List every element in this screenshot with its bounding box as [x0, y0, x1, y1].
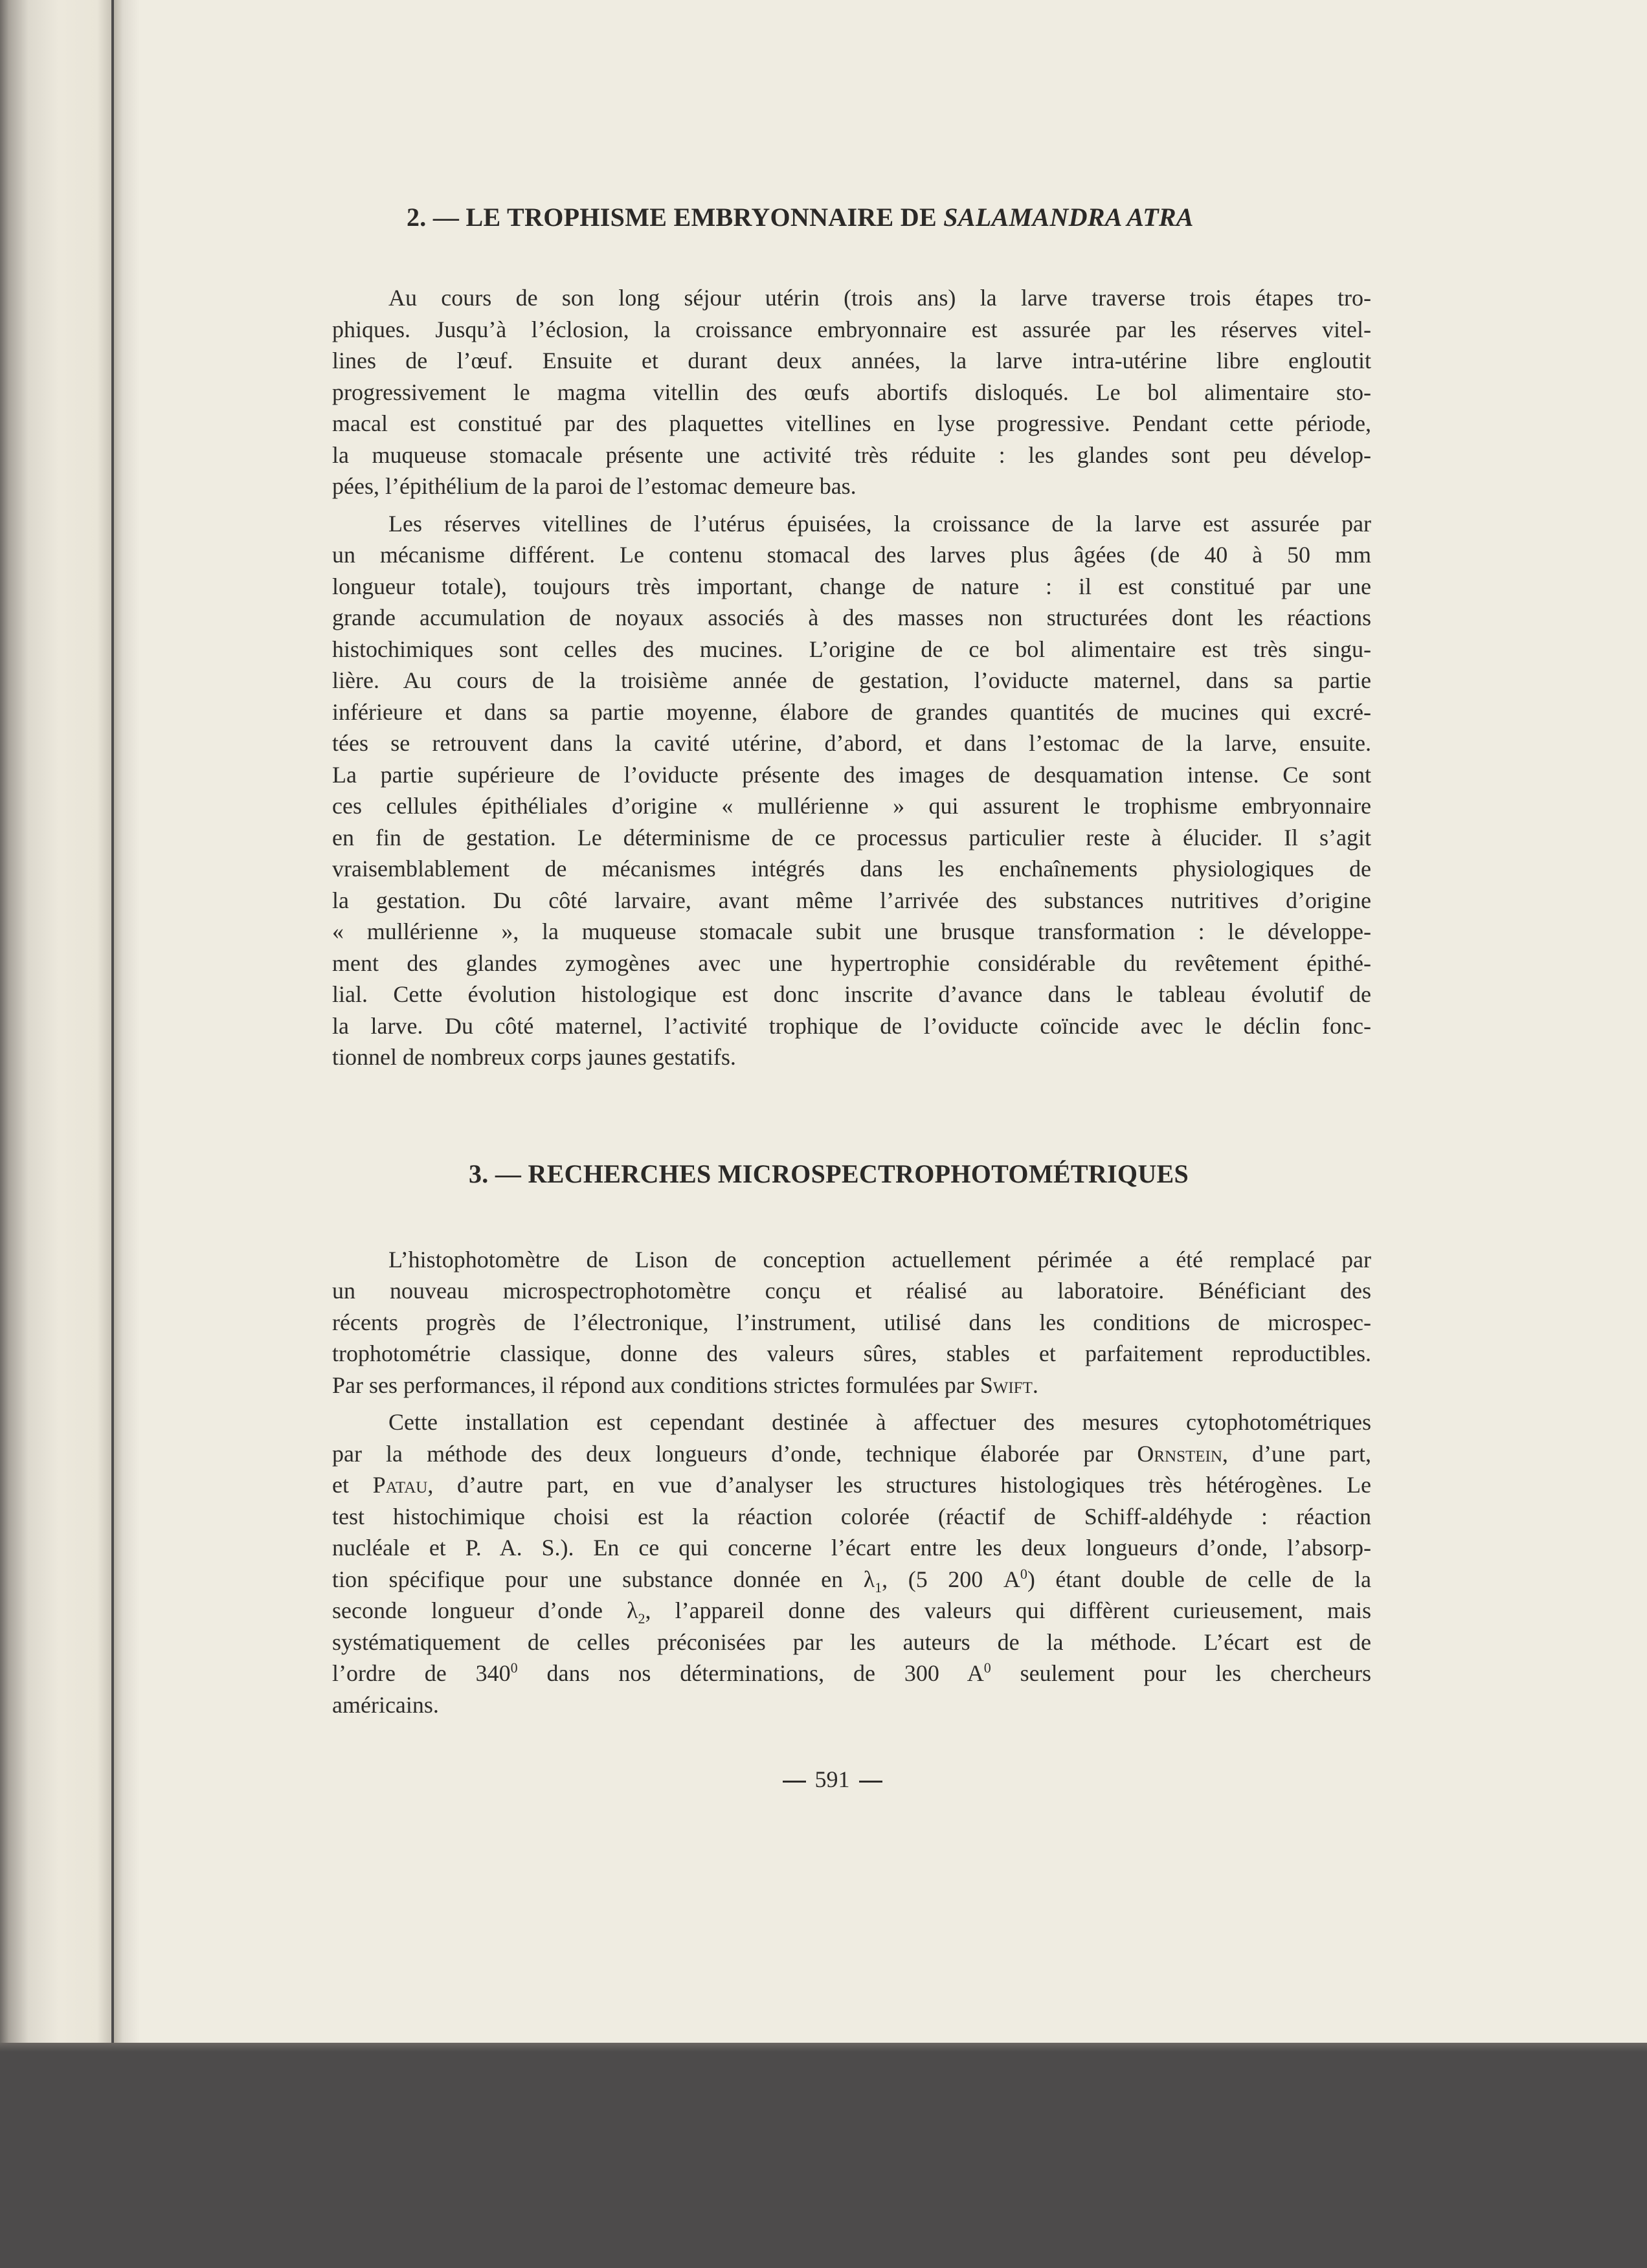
- superscript: 0: [1020, 1565, 1027, 1582]
- text-line: tionnel de nombreux corps jaunes gestatifs.: [332, 1044, 736, 1070]
- text-line: [332, 1658, 1371, 1689]
- text-span: seulement pour les chercheurs: [991, 1660, 1371, 1686]
- text-line: tées se retrouvent dans la cavité utérine, d’abord, et dans l’estomac de la larve, ensuite.: [332, 730, 1371, 756]
- text-span: , d’autre part, en vue d’analyser les structures histologiques très hétérogènes. Le: [427, 1472, 1371, 1498]
- text-line: grande accumulation de noyaux associés à des masses non structurées dont les réactions: [332, 605, 1371, 630]
- text-line: « mullérienne », la muqueuse stomacale subit une brusque transformation : le développe-: [332, 918, 1371, 944]
- text-line: longueur totale), toujours très important, change de nature : il est constitué par une: [332, 573, 1371, 599]
- text-line: lines de l’œuf. Ensuite et durant deux années, la larve intra-utérine libre engloutit: [332, 348, 1371, 373]
- text-span: tion spécifique pour une substance donnée en λ: [332, 1566, 875, 1592]
- text-column: [332, 201, 1371, 1793]
- text-line: Cette installation est cependant destinée à affectuer des mesures cytophotométriques: [388, 1409, 1371, 1435]
- text-line: récents progrès de l’électronique, l’instrument, utilisé dans les conditions de microspec-: [332, 1309, 1371, 1335]
- text-line: inférieure et dans sa partie moyenne, élabore de grandes quantités de mucines qui excré-: [332, 698, 1371, 725]
- text-line: un nouveau microspectrophotomètre conçu et réalisé au laboratoire. Bénéficiant des: [332, 1278, 1371, 1304]
- text-line: un mécanisme différent. Le contenu stomacal des larves plus âgées (de 40 à 50 mm: [332, 542, 1371, 568]
- text-line: [332, 1595, 1371, 1627]
- section-3-heading: [469, 1157, 1371, 1191]
- text-line: en fin de gestation. Le déterminisme de ce processus particulier reste à élucider. Il s’agit: [332, 824, 1371, 850]
- text-span: , l’appareil donne des valeurs qui diffèrent curieusement, mais: [645, 1597, 1371, 1623]
- text-line: la gestation. Du côté larvaire, avant même l’arrivée des substances nutritives d’origine: [332, 887, 1371, 913]
- text-line: macal est constitué par des plaquettes vitellines en lyse progressive. Pendant cette période,: [332, 410, 1371, 436]
- subscript: 1: [875, 1579, 882, 1595]
- text-line: [332, 1564, 1371, 1595]
- section-3-paragraph-2: [332, 1406, 1371, 1720]
- text-line: américains.: [332, 1691, 439, 1718]
- text-span: l’ordre de 340: [332, 1660, 511, 1686]
- section-3-title: RECHERCHES MICROSPECTROPHOTOMÉTRIQUES: [528, 1159, 1189, 1188]
- text-line: ment des glandes zymogènes avec une hypertrophie considérable du revêtement épithé-: [332, 950, 1371, 976]
- text-span: , (5 200 A: [882, 1566, 1020, 1592]
- text-line: [332, 1438, 1371, 1470]
- author-name: Ornstein: [1137, 1440, 1222, 1467]
- text-line: lière. Au cours de la troisième année de gestation, l’oviducte maternel, dans sa partie: [332, 667, 1371, 693]
- superscript: 0: [983, 1660, 991, 1676]
- section-2-title: LE TROPHISME EMBRYONNAIRE DE: [465, 203, 937, 232]
- superscript: 0: [510, 1660, 518, 1676]
- dash-left: [783, 1781, 806, 1783]
- text-line: pées, l’épithélium de la paroi de l’estomac demeure bas.: [332, 473, 857, 499]
- text-line: test histochimique choisi est la réaction colorée (réactif de Schiff-aldéhyde : réaction: [332, 1503, 1371, 1529]
- text-line: vraisemblablement de mécanismes intégrés dans les enchaînements physiologiques de: [332, 856, 1371, 882]
- text-line: la larve. Du côté maternel, l’activité trophique de l’oviducte coïncide avec le déclin fonc-: [332, 1012, 1371, 1039]
- text-span: par la méthode des deux longueurs d’onde, technique élaborée par: [332, 1440, 1137, 1467]
- text-line: nucléale et P. A. S.). En ce qui concerne l’écart entre les deux longueurs d’onde, l’absorp-: [332, 1535, 1371, 1561]
- section-3-paragraph-1: [332, 1244, 1371, 1401]
- section-3-number: 3. —: [469, 1159, 522, 1188]
- text-line: L’histophotomètre de Lison de conception actuellement périmée a été remplacé par: [388, 1246, 1371, 1273]
- text-line: lial. Cette évolution histologique est donc inscrite d’avance dans le tableau évolutif de: [332, 981, 1371, 1007]
- section-2-heading: [407, 201, 1371, 234]
- text-line: histochimiques sont celles des mucines. L’origine de ce bol alimentaire est très singu-: [332, 636, 1371, 662]
- text-line: la muqueuse stomacale présente une activité très réduite : les glandes sont peu dévelop-: [332, 441, 1371, 468]
- page-bottom-shadow: [0, 2043, 1647, 2052]
- text-line: La partie supérieure de l’oviducte présente des images de desquamation intense. Ce sont: [332, 761, 1371, 788]
- author-name: Swift: [980, 1372, 1033, 1398]
- section-2-number: 2. —: [407, 203, 460, 232]
- section-2-paragraph-1: [332, 282, 1371, 502]
- dash-right: [859, 1781, 882, 1783]
- text-line: [332, 1469, 1371, 1501]
- text-line: [332, 1370, 1371, 1401]
- text-span: ) étant double de celle de la: [1027, 1566, 1371, 1592]
- text-line: ces cellules épithéliales d’origine « mullérienne » qui assurent le trophisme embryonnaire: [332, 793, 1371, 819]
- text-span: seconde longueur d’onde λ: [332, 1597, 638, 1623]
- text-line: trophotométrie classique, donne des valeurs sûres, stables et parfaitement reproductibles.: [332, 1340, 1371, 1366]
- text-span: , d’une part,: [1222, 1440, 1372, 1467]
- text-line: Au cours de son long séjour utérin (trois ans) la larve traverse trois étapes tro-: [388, 285, 1371, 311]
- previous-page-edge: [0, 0, 111, 2043]
- text-span: dans nos déterminations, de 300 A: [517, 1660, 984, 1686]
- text-span: .: [1032, 1372, 1038, 1398]
- text-span: et: [332, 1472, 373, 1498]
- subscript: 2: [638, 1610, 645, 1627]
- page-number-value: 591: [814, 1766, 850, 1792]
- text-line: phiques. Jusqu’à l’éclosion, la croissance embryonnaire est assurée par les réserves vitel-: [332, 316, 1371, 342]
- section-2-title-species: SALAMANDRA ATRA: [943, 203, 1194, 232]
- page-number: [293, 1766, 1371, 1793]
- text-span: Par ses performances, il répond aux conditions strictes formulées par: [332, 1372, 980, 1398]
- text-line: progressivement le magma vitellin des œufs abortifs disloqués. Le bol alimentaire sto-: [332, 379, 1371, 405]
- section-2-paragraph-2: [332, 508, 1371, 1073]
- author-name: Patau: [372, 1472, 428, 1498]
- text-line: Les réserves vitellines de l’utérus épuisées, la croissance de la larve est assurée par: [388, 510, 1371, 537]
- text-line: systématiquement de celles préconisées par les auteurs de la méthode. L’écart est de: [332, 1629, 1371, 1655]
